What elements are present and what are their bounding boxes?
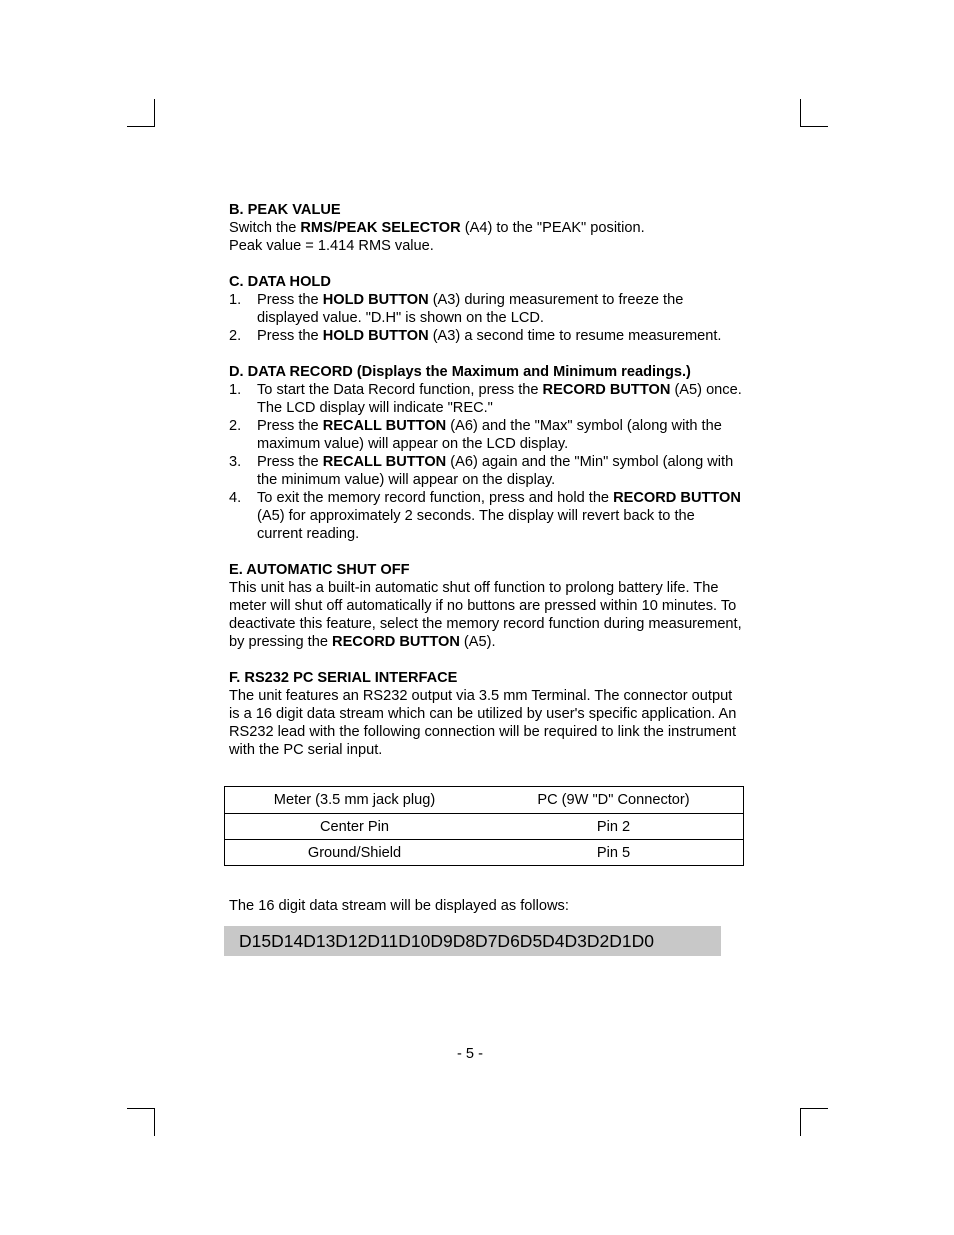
table-header-cell: Meter (3.5 mm jack plug) [225,787,485,814]
list-item: 2. Press the RECALL BUTTON (A6) and the "Max" symbol (along with the maximum value) will appear on the LCD display. [229,418,722,452]
table-cell: Center Pin [225,814,485,840]
table-cell: Ground/Shield [225,840,485,866]
crop-mark-top-left-v [154,99,155,127]
section-data-hold [229,273,744,345]
crop-mark-bottom-left-h [127,1108,155,1109]
section-peak-value [229,201,744,255]
paragraph: Switch the RMS/PEAK SELECTOR (A4) to the "PEAK" position. [229,220,645,236]
numbered-list [229,381,744,543]
stream-intro-text: The 16 digit data stream will be displayed as follows: [229,898,569,914]
connection-table [224,786,744,866]
table-header-row [225,787,744,814]
page-number: - 5 - [457,1046,483,1062]
section-data-record [229,363,744,543]
list-item: 1. To start the Data Record function, press the RECORD BUTTON (A5) once. The LCD display will indicate "REC." [229,382,742,416]
paragraph: Peak value = 1.414 RMS value. [229,238,434,254]
numbered-list [229,291,744,345]
table-header-cell: PC (9W "D" Connector) [484,787,744,814]
section-title: D. DATA RECORD (Displays the Maximum and Minimum readings.) [229,364,691,380]
paragraph: This unit has a built-in automatic shut off function to prolong battery life. The meter will shut off automatically if no buttons are pressed within 10 minutes. To deactivate this feature, select the memory record function during measurement, by pressing the RECORD BUTTON (A5). [229,580,742,650]
list-item: 4. To exit the memory record function, press and hold the RECORD BUTTON (A5) for approximately 2 seconds. The display will revert back to the current reading. [229,490,741,542]
section-rs232 [229,669,744,759]
table-cell: Pin 2 [484,814,744,840]
list-item: 3. Press the RECALL BUTTON (A6) again and the "Min" symbol (along with the minimum value) will appear on the display. [229,454,734,488]
crop-mark-top-right-h [800,126,828,127]
section-title: C. DATA HOLD [229,274,331,290]
paragraph: The unit features an RS232 output via 3.5 mm Terminal. The connector output is a 16 digit data stream which can be utilized by user's specific application. An RS232 lead with the following connection will be required to link the instrument with the PC serial input. [229,688,737,758]
list-item: 2. Press the HOLD BUTTON (A3) a second time to resume measurement. [229,328,722,344]
table-row [225,814,744,840]
section-title: B. PEAK VALUE [229,202,341,218]
section-auto-shut-off [229,561,744,651]
crop-mark-bottom-left-v [154,1108,155,1136]
data-stream-box: D15D14D13D12D11D10D9D8D7D6D5D4D3D2D1D0 [224,926,721,956]
section-title: E. AUTOMATIC SHUT OFF [229,562,410,578]
page-content [229,201,744,777]
list-item: 1. Press the HOLD BUTTON (A3) during measurement to freeze the displayed value. "D.H" is shown on the LCD. [229,292,684,326]
crop-mark-bottom-right-v [800,1108,801,1136]
crop-mark-bottom-right-h [800,1108,828,1109]
table-row [225,840,744,866]
section-title: F. RS232 PC SERIAL INTERFACE [229,670,458,686]
crop-mark-top-right-v [800,99,801,127]
crop-mark-top-left-h [127,126,155,127]
table-cell: Pin 5 [484,840,744,866]
